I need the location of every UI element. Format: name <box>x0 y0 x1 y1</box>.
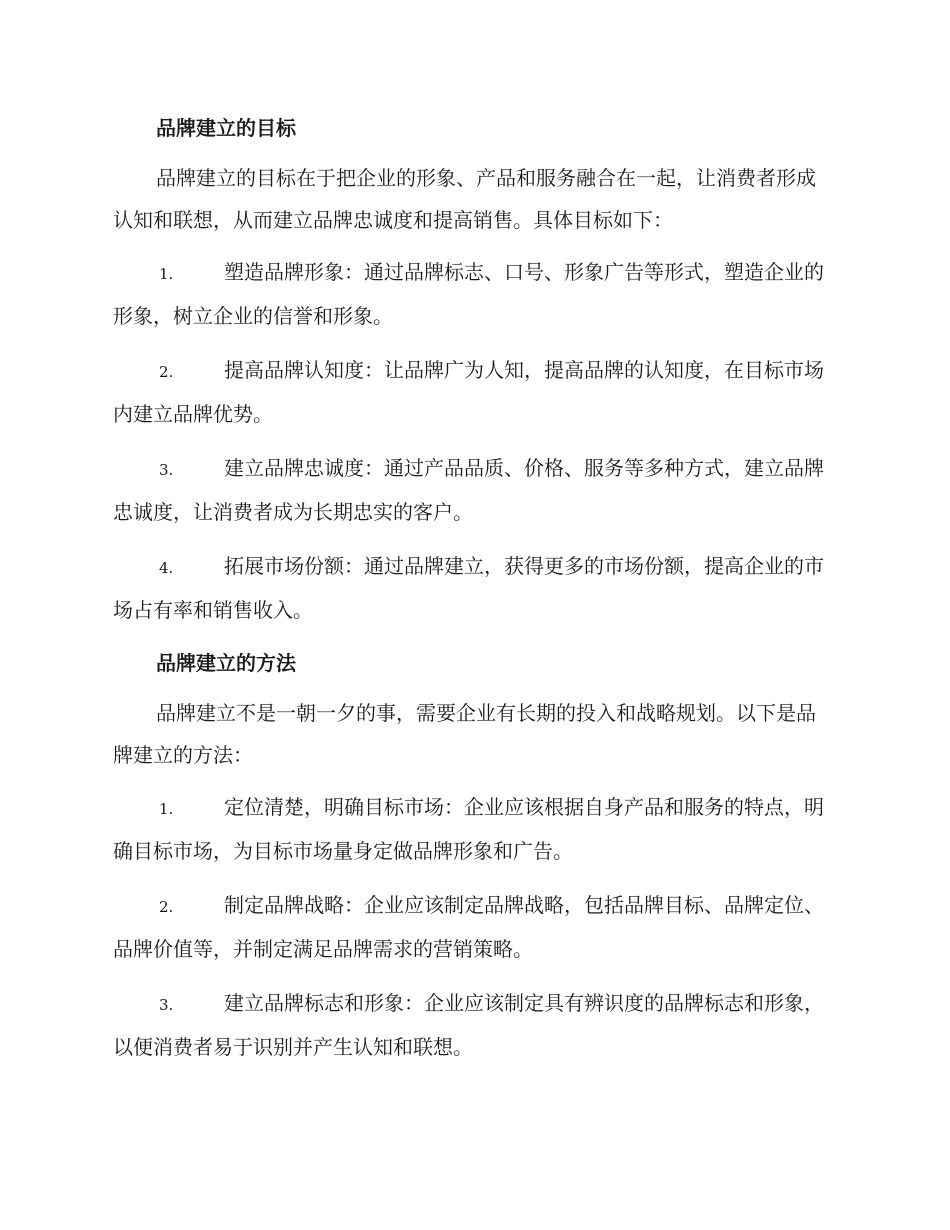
list-item <box>113 251 833 337</box>
list-item-text: 拓展市场份额：通过品牌建立，获得更多的市场份额，提高企业的市场占有率和销售收入。 <box>113 554 824 622</box>
document-body <box>113 108 833 1080</box>
list-item-text: 定位清楚，明确目标市场：企业应该根据自身产品和服务的特点，明确目标市场，为目标市场量身定做品牌形象和广告。 <box>113 795 824 863</box>
list-item-text: 建立品牌忠诚度：通过产品品质、价格、服务等多种方式，建立品牌忠诚度，让消费者成为长期忠实的客户。 <box>113 456 824 524</box>
list-item-number: 4. <box>159 559 174 577</box>
list-item <box>113 349 833 435</box>
list-item-number: 1. <box>159 800 174 818</box>
section-intro: 品牌建立不是一朝一夕的事，需要企业有长期的投入和战略规划。以下是品牌建立的方法： <box>113 701 816 767</box>
list-item <box>113 786 833 872</box>
list-item-number: 2. <box>159 363 174 381</box>
section-intro: 品牌建立的目标在于把企业的形象、产品和服务融合在一起，让消费者形成认知和联想，从而建立品牌忠诚度和提高销售。具体目标如下： <box>113 166 816 232</box>
list-item-number: 1. <box>159 265 174 283</box>
list-item-text: 建立品牌标志和形象：企业应该制定具有辨识度的品牌标志和形象，以便消费者易于识别并产生认知和联想。 <box>113 991 824 1059</box>
list-item <box>113 447 833 533</box>
list-item-number: 2. <box>159 898 174 916</box>
section-heading: 品牌建立的方法 <box>156 651 296 675</box>
list-item-text: 塑造品牌形象：通过品牌标志、口号、形象广告等形式，塑造企业的形象，树立企业的信誉和形象。 <box>113 260 824 328</box>
list-item-text: 提高品牌认知度：让品牌广为人知，提高品牌的认知度，在目标市场内建立品牌优势。 <box>113 358 824 426</box>
list-item <box>113 545 833 631</box>
list-item-number: 3. <box>159 996 174 1014</box>
section-heading: 品牌建立的目标 <box>156 116 296 140</box>
list-item <box>113 982 833 1068</box>
list-item-text: 制定品牌战略：企业应该制定品牌战略，包括品牌目标、品牌定位、品牌价值等，并制定满足品牌需求的营销策略。 <box>113 893 824 961</box>
list-item <box>113 884 833 970</box>
list-item-number: 3. <box>159 461 174 479</box>
